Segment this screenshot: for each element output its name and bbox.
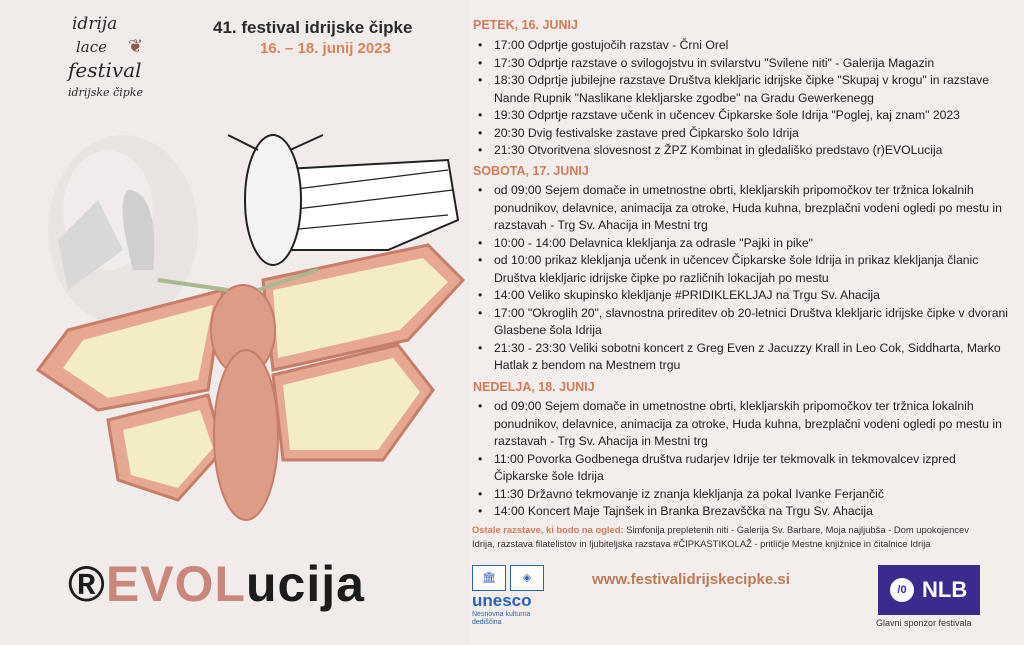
heritage-emblem-icon: ◈ (510, 565, 544, 591)
festival-logo (62, 10, 162, 110)
main-sponsor-caption: Glavni sponzor festivala (876, 618, 972, 628)
event-item: • 17:30 Odprtje razstave o svilogojstvu in svilarstvu "Svilene niti" - Galerija Magazin (490, 55, 1010, 73)
event-item: • 21:30 - 23:30 Veliki sobotni koncert z Greg Even z Jacuzzy Krall in Leo Cok, Siddharta, Marko Hatlak z bendom na Mestnem trgu (490, 340, 1010, 375)
event-item: • 19:30 Odprtje razstave učenk in učencev Čipkarske šole Idrija "Poglej, kaj znam" 2023 (490, 107, 1010, 125)
brand-registered-symbol: ® (68, 556, 106, 612)
unesco-logo (472, 565, 552, 635)
lace-heart-icon: ❦ (128, 36, 144, 56)
event-item: • 10:00 - 14:00 Delavnica klekljanja za odrasle "Pajki in pike" (490, 235, 1010, 253)
event-item: • od 10:00 prikaz klekljanja učenk in učencev Čipkarske šole Idrija in prikaz klekljanja članic Društva klekljaric idrijske čipke po različnih lokacijah po mestu (490, 252, 1010, 287)
unesco-temple-icon: 🏛 (472, 565, 506, 591)
day-heading-friday: PETEK, 16. JUNIJ (473, 18, 578, 32)
festival-title: 41. festival idrijske čipke (213, 18, 413, 37)
pink-moth-abdomen (214, 350, 278, 520)
other-exhibitions (472, 523, 992, 551)
event-item: • 17:00 Odprtje gostujočih razstav - Črni Orel (490, 37, 1010, 55)
logo-line-festival: festival (68, 58, 142, 82)
event-item: • 17:00 "Okroglih 20", slavnostna prireditev ob 20-letnici Društva klekljaric idrijske čipke v dvorani Glasbene šola Idrija (490, 305, 1010, 340)
event-item: • 20:30 Dvig festivalske zastave pred Čipkarsko šolo Idrija (490, 125, 1010, 143)
event-item: • 11:00 Povorka Godbenega društva rudarjev Idrije ter tekmovalk in tekmovalcev izpred Čipkarske šole Idrija (490, 451, 1010, 486)
festival-website-link[interactable]: www.festivalidrijskecipke.si (592, 571, 790, 588)
event-item: • 14:00 Koncert Maje Tajnšek in Branka Brezavščka na Trgu Sv. Ahacija (490, 503, 1010, 521)
bw-lace-moth-body (245, 135, 301, 265)
programme-panel (470, 0, 1024, 645)
revolucija-title (68, 555, 365, 613)
brand-evol: EVOL (105, 556, 246, 612)
event-item: • od 09:00 Sejem domače in umetnostne obrti, klekljarskih pripomočkov ter tržnica lokalnih ponudnikov, delavnice, animacija za otroke, Huda kuhna, brezplačni vodeni ogledi po mestu in razstavah - Trg Sv. Ahacija in Mestni trg (490, 182, 1010, 235)
sunday-events-list (470, 398, 1010, 521)
brand-ucija: ucija (245, 556, 365, 612)
event-item: • 11:30 Državno tekmovanje iz znanja klekljanja za pokal Ivanke Ferjančič (490, 486, 1010, 504)
festival-dates: 16. – 18. junij 2023 (260, 40, 391, 57)
poster-left-panel (0, 0, 470, 645)
event-item: • 14:00 Veliko skupinsko klekljanje #PRIDIKLEKLJAJ na Trgu Sv. Ahacija (490, 287, 1010, 305)
unesco-subtitle: Nesnovna kulturna dediščina (472, 611, 531, 626)
logo-line-idrija: idrija (72, 14, 118, 34)
nlb-logo-text: NLB (922, 577, 968, 602)
nlb-emblem-icon: /0 (890, 578, 914, 602)
lace-moth-artwork (28, 130, 468, 540)
other-exhibitions-text: Simfonija prepletenih niti - Galerija Sv. Barbare, Moja najljubša - Dom upokojencev Idrija, razstava filatelistov in ljubiteljska razstava #ČIPKASTIKOLAŽ - pritličje Mestne knjižnice in čitalnice Idrija (472, 524, 969, 549)
friday-events-list (470, 37, 1010, 160)
day-heading-sunday: NEDELJA, 18. JUNIJ (473, 380, 595, 394)
event-item: • 21:30 Otvoritvena slovesnost z ŽPZ Kombinat in gledališko predstavo (r)EVOLucija (490, 142, 1010, 160)
nlb-logo (878, 565, 980, 615)
unesco-name: unesco (472, 591, 532, 610)
logo-line-idrijske-cipke: idrijske čipke (68, 86, 143, 99)
event-item: • 18:30 Odprtje jubilejne razstave Društva klekljaric idrijske čipke "Skupaj v krogu" in razstave Nande Rupnik "Naslikane klekljarske zgodbe" na Gradu Gewerkenegg (490, 72, 1010, 107)
day-heading-saturday: SOBOTA, 17. JUNIJ (473, 164, 589, 178)
saturday-events-list (470, 182, 1010, 375)
other-exhibitions-label: Ostale razstave, ki bodo na ogled: (472, 524, 624, 535)
event-item: • od 09:00 Sejem domače in umetnostne obrti, klekljarskih pripomočkov ter tržnica lokalnih ponudnikov, delavnice, animacija za otroke, Huda kuhna, brezplačni vodeni ogledi po mestu in razstavah - Trg Sv. Ahacija in Mestni trg (490, 398, 1010, 451)
logo-line-lace: lace (76, 38, 108, 56)
